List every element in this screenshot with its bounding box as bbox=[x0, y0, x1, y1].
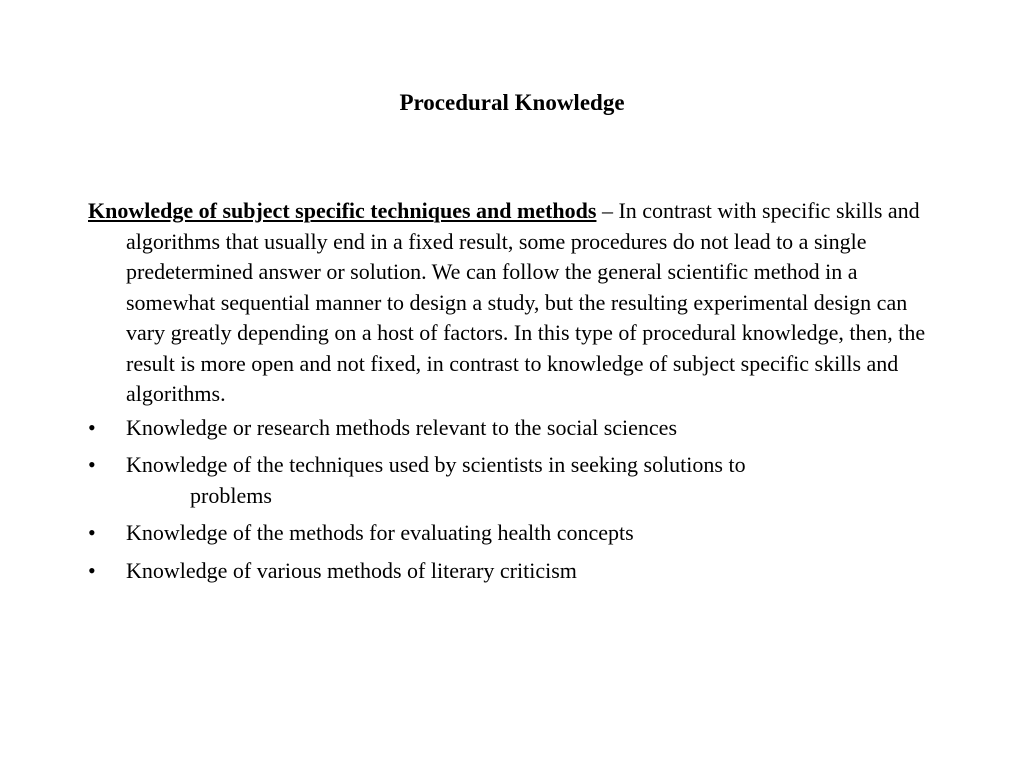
bullet-item bbox=[88, 518, 938, 549]
bullet-item bbox=[88, 556, 938, 587]
bullet-text: Knowledge or research methods relevant to the social sciences bbox=[126, 414, 678, 440]
bullet-text: Knowledge of the methods for evaluating health concepts bbox=[126, 520, 634, 545]
bullet-continuation: problems bbox=[190, 482, 272, 508]
intro-paragraph bbox=[88, 196, 938, 410]
intro-text: – In contrast with specific skills and algorithms that usually end in a fixed result, some procedures do not lead to a single predetermined answer or solution. We can follow the general scientific method in a somewhat sequential manner to design a study, but the resulting experimental design can vary greatly depending on a host of factors. In this type of procedural knowledge, then, the result is more open and not fixed, in contrast to knowledge of subject specific skills and algorithms. bbox=[126, 198, 926, 406]
bullet-icon: • bbox=[88, 452, 96, 477]
bullet-icon: • bbox=[88, 414, 96, 440]
bullet-item bbox=[88, 413, 938, 444]
slide-title: Procedural Knowledge bbox=[399, 90, 625, 115]
intro-term: Knowledge of subject specific techniques and methods bbox=[88, 198, 597, 223]
bullet-list bbox=[88, 413, 938, 587]
bullet-icon: • bbox=[88, 520, 96, 545]
bullet-text: Knowledge of various methods of literary criticism bbox=[126, 557, 577, 583]
bullet-item bbox=[88, 450, 938, 511]
slide-body bbox=[88, 196, 938, 593]
bullet-text: Knowledge of the techniques used by scientists in seeking solutions to bbox=[126, 452, 746, 477]
bullet-icon: • bbox=[88, 557, 96, 583]
